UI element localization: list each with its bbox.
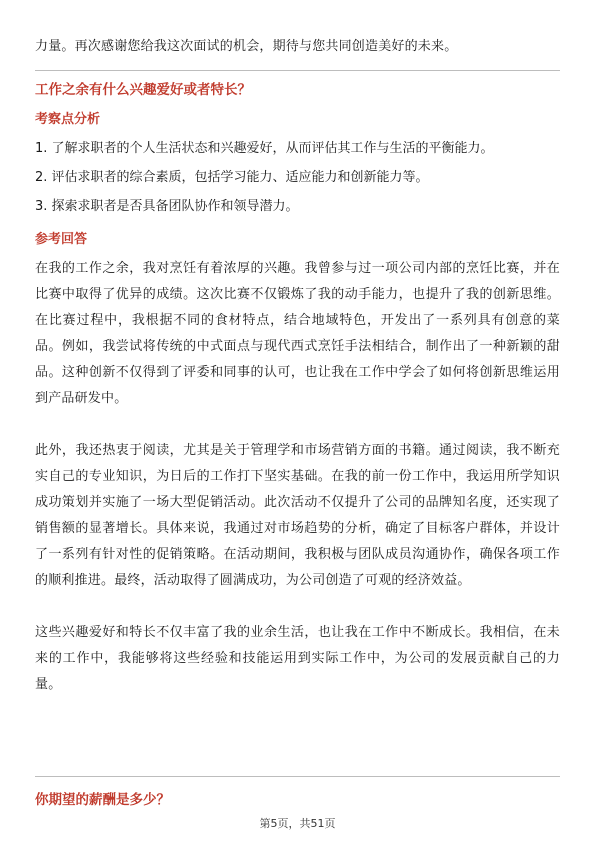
- answer-heading: 参考回答: [35, 232, 88, 247]
- analysis-item: 2. 评估求职者的综合素质，包括学习能力、适应能力和创新能力等。: [35, 170, 429, 185]
- answer-body: [35, 256, 560, 698]
- section-divider: [35, 70, 560, 71]
- answer-paragraph: 在我的工作之余，我对烹饪有着浓厚的兴趣。我曾参与过一项公司内部的烹饪比赛，并在比赛中取得了优异的成绩。这次比赛不仅锻炼了我的动手能力，也提升了我的创新思维。在比赛过程中，我根据不同的食材特点，结合地域特色，开发出了一系列具有创意的菜品。例如，我尝试将传统的中式面点与现代西式烹饪手法相结合，制作出了一种新颖的甜品。这种创新不仅得到了评委和同事的认可，也让我在工作中学会了如何将创新思维运用到产品研发中。: [35, 261, 560, 406]
- analysis-item: 3. 探索求职者是否具备团队协作和领导潜力。: [35, 199, 299, 214]
- page-footer: 第5页，共51页: [259, 817, 336, 830]
- intro-paragraph: 力量。再次感谢您给我这次面试的机会，期待与您共同创造美好的未来。: [35, 39, 458, 54]
- section-divider: [35, 776, 560, 777]
- answer-paragraph: 这些兴趣爱好和特长不仅丰富了我的业余生活，也让我在工作中不断成长。我相信，在未来的工作中，我能够将这些经验和技能运用到实际工作中，为公司的发展贡献自己的力量。: [35, 625, 560, 692]
- analysis-heading: 考察点分析: [35, 112, 101, 127]
- answer-paragraph: 此外，我还热衷于阅读，尤其是关于管理学和市场营销方面的书籍。通过阅读，我不断充实自己的专业知识，为日后的工作打下坚实基础。在我的前一份工作中，我运用所学知识成功策划并实施了一场大型促销活动。此次活动不仅提升了公司的品牌知名度，还实现了销售额的显著增长。具体来说，我通过对市场趋势的分析，确定了目标客户群体，并设计了一系列有针对性的促销策略。在活动期间，我积极与团队成员沟通协作，确保各项工作的顺利推进。最终，活动取得了圆满成功，为公司创造了可观的经济效益。: [35, 443, 560, 588]
- next-question-title: 你期望的薪酬是多少？: [35, 792, 170, 808]
- analysis-list: [35, 134, 560, 221]
- analysis-item: 1. 了解求职者的个人生活状态和兴趣爱好，从而评估其工作与生活的平衡能力。: [35, 141, 494, 156]
- question-title: 工作之余有什么兴趣爱好或者特长？: [35, 82, 251, 98]
